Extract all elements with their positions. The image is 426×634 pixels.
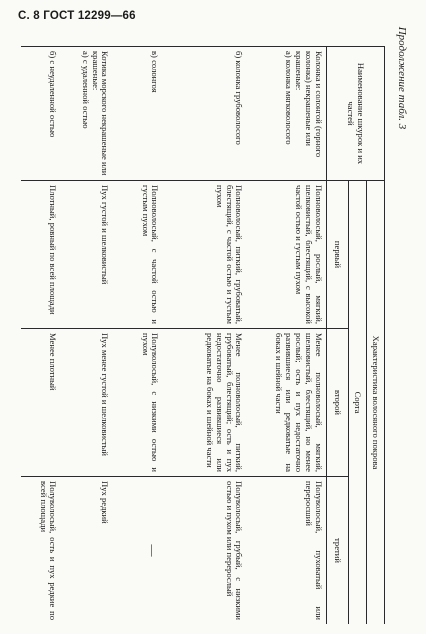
row-first: Пух густой и шелковистый — [61, 181, 113, 329]
row-name: б) колонка грубоволосого — [163, 47, 247, 181]
row-name: Колонка и солонгой (горного колонка) некрашеные или крашеные: а) колонка мягковолосого — [247, 47, 327, 181]
grade-first: первый — [327, 181, 349, 329]
table-continuation-label: Продолжение табл. 3 — [396, 26, 408, 130]
row-second: Пух менее густой и шелковистый — [61, 329, 113, 477]
table-row — [21, 47, 61, 625]
row-name: б) с неудаленной остью — [21, 47, 61, 181]
row-first: Полноволосый, с частой остью и густым пухом — [113, 181, 163, 329]
row-second: Менее полноволосый, питкий, грубоватый, блестящий; ость и пух недостаточно развившиеся или редковатые на боках и шейной части — [163, 329, 247, 477]
row-third: — — [113, 477, 163, 625]
page-header: С. 8 ГОСТ 12299—66 — [18, 10, 136, 22]
row-third: Полуволосый, грубый, с низкими остью и пухом или перерослый — [163, 477, 247, 625]
row-second: Полуволосый, с низкими остью и пухом — [113, 329, 163, 477]
grade-third: третий — [327, 477, 349, 625]
rotated-table-wrapper — [21, 46, 385, 624]
table-row — [113, 47, 163, 625]
row-name: Котика морского некрашеные или крашеные: а) с удаленной остью — [61, 47, 113, 181]
group-header: Характеристика волосяного покрова — [367, 181, 385, 625]
table-row — [247, 47, 327, 625]
row-third: Полуволосый, пуховатый или переросший — [247, 477, 327, 625]
fur-characteristics-table — [21, 46, 385, 624]
row-second: Менее полноволосый, мягкий, шелковистый, блестящий, но менее рослый; ость и пух недостаточно развившиеся или редковатые на боках и шейной части — [247, 329, 327, 477]
table-row — [163, 47, 247, 625]
row-first: Плотный, ровный по всей площади — [21, 181, 61, 329]
row-third: Полуволосый, ость и пух редкие по всей площади — [21, 477, 61, 625]
table-stage — [21, 46, 385, 624]
row-first: Полноволосый, рослый, мягкий, шелковистый, блестящий, с высокой частой остью и густым пухом — [247, 181, 327, 329]
column-header-name: Наименование шкурок и их частей — [327, 47, 385, 181]
row-first: Полноволосый, питкий, грубоватый, блестящий, с частой остью и густым пухом — [163, 181, 247, 329]
grade-header: Сорта — [349, 181, 367, 625]
row-third: Пух редкий — [61, 477, 113, 625]
row-second: Менее плотный — [21, 329, 61, 477]
table-group-header-row — [367, 47, 385, 625]
row-name: в) солонгоя — [113, 47, 163, 181]
grade-second: второй — [327, 329, 349, 477]
table-row — [61, 47, 113, 625]
